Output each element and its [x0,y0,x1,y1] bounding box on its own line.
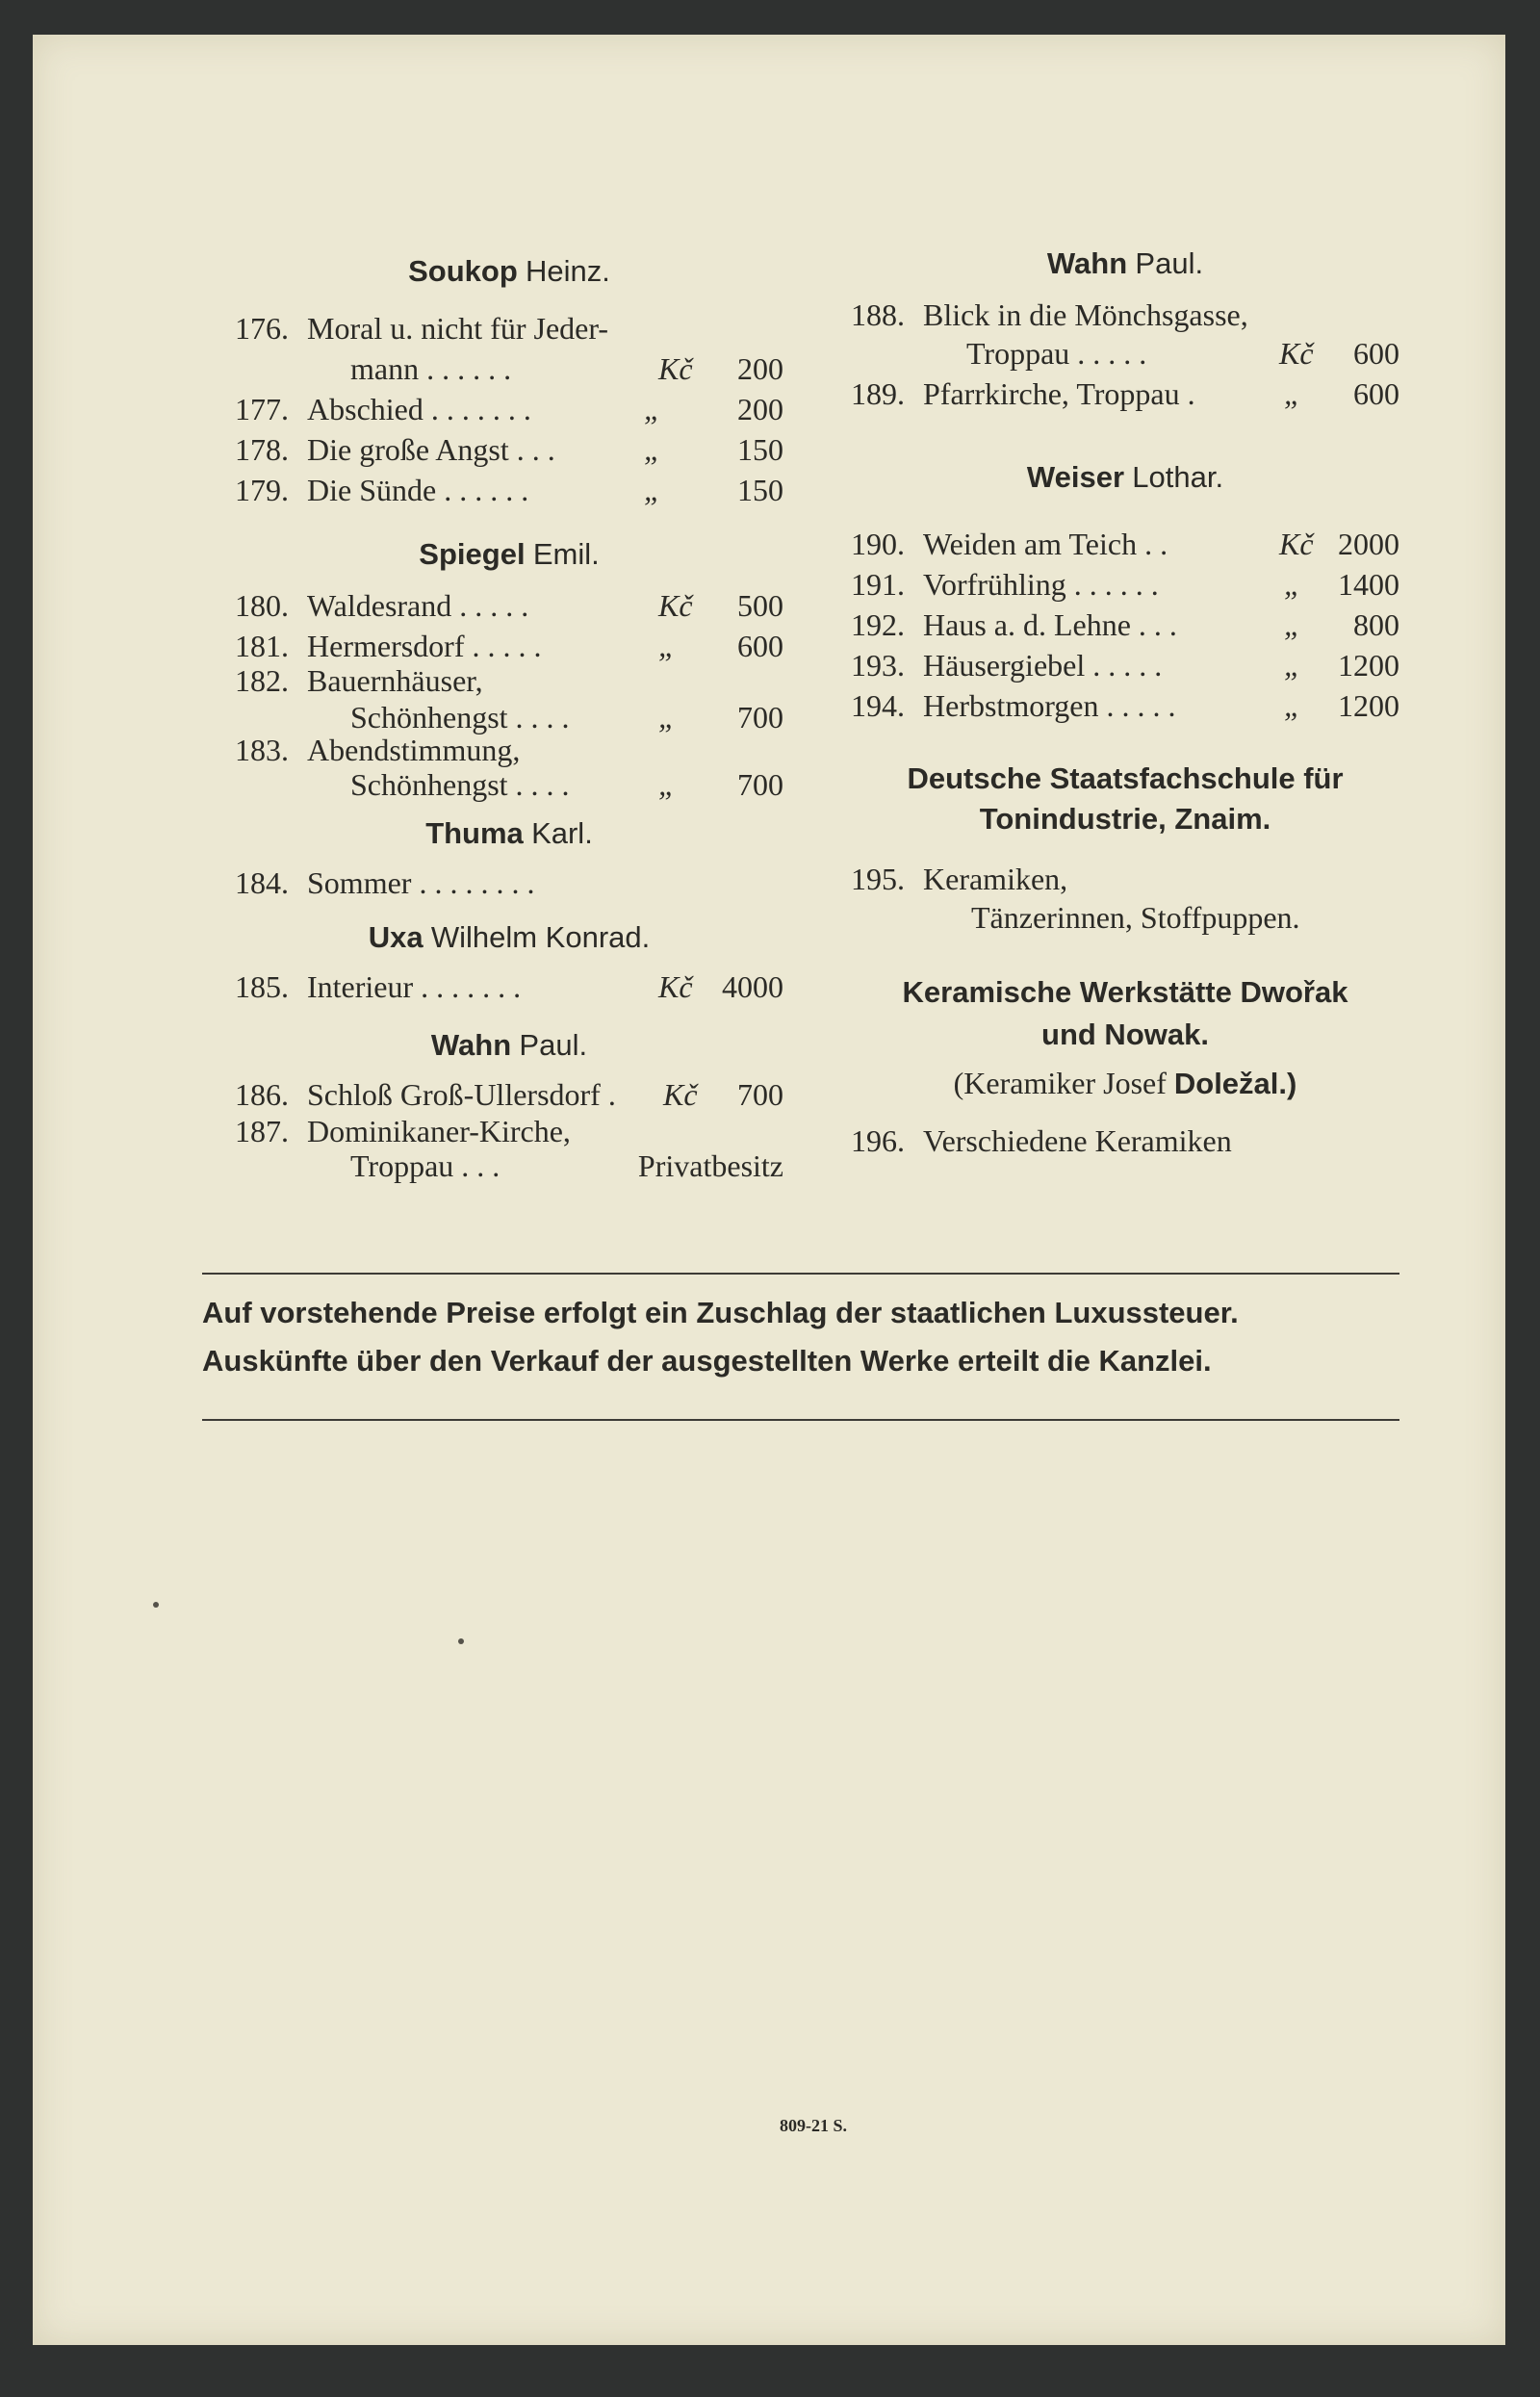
artist-heading-uxa: Uxa Wilhelm Konrad. [368,920,651,954]
divider-bottom [202,1419,1399,1421]
catalog-entry-194: 194. Herbstmorgen . . . . . „ 1200 [851,688,1399,723]
catalog-entry-187: 187. Dominikaner-Kirche, [235,1114,571,1148]
catalog-entry-191: 191. Vorfrühling . . . . . . „ 1400 [851,567,1399,602]
artist-heading-wahn-left: Wahn Paul. [430,1028,588,1062]
catalog-entry-185: 185. Interieur . . . . . . . Kč 4000 [235,969,783,1004]
catalog-entry-177: 177. Abschied . . . . . . . „ 200 [235,392,783,426]
print-code: 809-21 S. [780,2116,848,2135]
notice-line-1: Auf vorstehende Preise erfolgt ein Zuschlag der staatlichen Luxussteuer. [202,1296,1239,1329]
catalog-entry-196: 196. Verschiedene Keramiken [851,1123,1232,1158]
catalog-entry-186: 186. Schloß Groß-Ullersdorf . Kč 700 [235,1077,783,1112]
catalog-entry-182: 182. Bauernhäuser, [235,663,483,698]
catalog-entry-189: 189. Pfarrkirche, Troppau . „ 600 [851,376,1399,411]
paper-speck [153,1602,159,1608]
catalog-entry-184: 184. Sommer . . . . . . . . [235,865,535,900]
paper-speck [458,1638,464,1644]
catalog-entry-187-cont: Troppau . . . Privatbesitz [350,1148,783,1183]
catalog-entry-188-cont: Troppau . . . . . Kč 600 [966,336,1399,371]
school-heading-line1: Deutsche Staatsfachschule für [907,761,1344,795]
artist-heading-wahn-right: Wahn Paul. [1046,246,1204,280]
catalog-entry-176-cont: mann . . . . . . Kč 200 [350,351,783,386]
catalog-entry-183-cont: Schönhengst . . . . „ 700 [350,767,783,802]
divider-top [202,1273,1399,1275]
artist-heading-soukop: Soukop Heinz. [408,254,610,288]
artist-heading-thuma: Thuma Karl. [425,816,593,850]
catalog-entry-180: 180. Waldesrand . . . . . Kč 500 [235,588,783,623]
catalog-entry-182-cont: Schönhengst . . . . „ 700 [350,700,783,735]
catalog-entry-188: 188. Blick in die Mönchsgasse, [851,297,1248,332]
artist-heading-spiegel: Spiegel Emil. [419,537,600,571]
catalog-page [33,35,1505,2345]
catalog-entry-183: 183. Abendstimmung, [235,733,521,767]
workshop-heading-line2: und Nowak. [1041,1018,1209,1051]
catalog-entry-178: 178. Die große Angst . . . „ 150 [235,432,783,467]
artist-heading-weiser: Weiser Lothar. [1026,460,1224,494]
catalog-entry-195-cont: Tänzerinnen, Stoffpuppen. [971,900,1300,935]
notice-line-2: Auskünfte über den Verkauf der ausgestellten Werke erteilt die Kanzlei. [202,1344,1212,1378]
catalog-entry-181: 181. Hermersdorf . . . . . „ 600 [235,629,783,663]
catalog-entry-179: 179. Die Sünde . . . . . . „ 150 [235,473,783,507]
workshop-note: (Keramiker Josef Doležal.) [953,1066,1297,1100]
catalog-entry-176: 176. Moral u. nicht für Jeder- [235,311,609,346]
workshop-heading-line1: Keramische Werkstätte Dwořak [902,975,1348,1009]
catalog-entry-193: 193. Häusergiebel . . . . . „ 1200 [851,648,1399,683]
catalog-entry-195: 195. Keramiken, [851,862,1068,896]
school-heading-line2: Tonindustrie, Znaim. [979,802,1271,836]
catalog-entry-190: 190. Weiden am Teich . . Kč 2000 [851,527,1399,561]
catalog-entry-192: 192. Haus a. d. Lehne . . . „ 800 [851,607,1399,642]
